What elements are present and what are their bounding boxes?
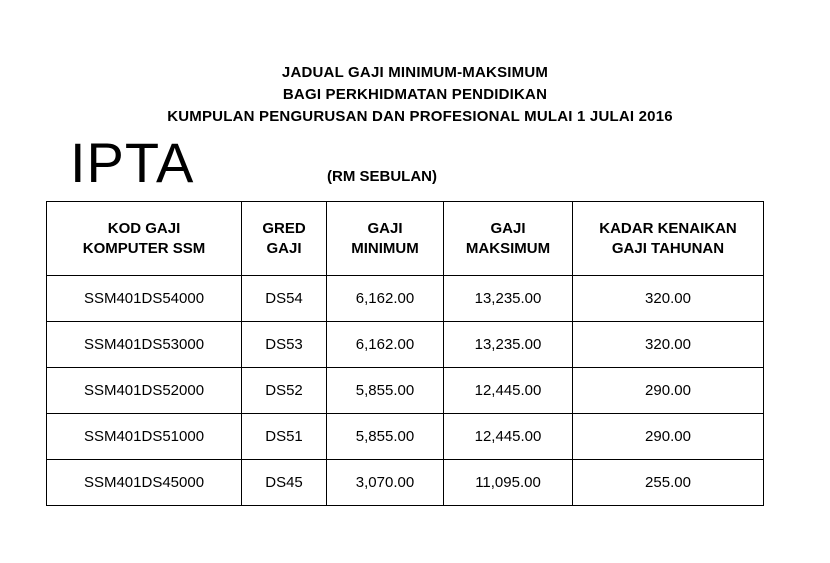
header-gaji-minimum-line2: MINIMUM (351, 239, 419, 257)
cell-gaji-minimum: 5,855.00 (327, 368, 444, 414)
cell-kadar-kenaikan: 290.00 (573, 368, 764, 414)
cell-kod-gaji: SSM401DS54000 (47, 276, 242, 322)
cell-kadar-kenaikan: 320.00 (573, 276, 764, 322)
title-line-2: BAGI PERKHIDMATAN PENDIDIKAN (282, 86, 548, 103)
cell-gaji-maksimum: 13,235.00 (444, 322, 573, 368)
header-gred-gaji-line2: GAJI (266, 239, 302, 257)
cell-kod-gaji: SSM401DS45000 (47, 460, 242, 506)
cell-gaji-maksimum: 12,445.00 (444, 368, 573, 414)
header-gaji-minimum-line1: GAJI (367, 219, 403, 237)
header-kod-gaji-line1: KOD GAJI (107, 219, 181, 237)
cell-kod-gaji: SSM401DS53000 (47, 322, 242, 368)
title-line-3: KUMPULAN PENGURUSAN DAN PROFESIONAL MULAI 1 JULAI 2016 (167, 108, 673, 125)
salary-table (46, 201, 764, 506)
header-gred-gaji-line1: GRED (262, 219, 306, 237)
table-row (47, 368, 764, 414)
cell-gred: DS53 (242, 322, 327, 368)
cell-kod-gaji: SSM401DS52000 (47, 368, 242, 414)
cell-gaji-minimum: 3,070.00 (327, 460, 444, 506)
table-row (47, 460, 764, 506)
cell-gred: DS54 (242, 276, 327, 322)
header-gaji-minimum (327, 202, 444, 276)
header-gaji-maksimum-line2: MAKSIMUM (465, 239, 551, 257)
header-kadar-kenaikan-line1: KADAR KENAIKAN (599, 219, 737, 237)
header-kadar-kenaikan (573, 202, 764, 276)
unit-label: (RM SEBULAN) (327, 168, 437, 185)
cell-gaji-minimum: 6,162.00 (327, 322, 444, 368)
table-row (47, 414, 764, 460)
institution-label: IPTA (70, 131, 195, 194)
header-gaji-maksimum-line1: GAJI (490, 219, 526, 237)
cell-kadar-kenaikan: 320.00 (573, 322, 764, 368)
cell-gaji-maksimum: 11,095.00 (444, 460, 573, 506)
table-row (47, 276, 764, 322)
header-kadar-kenaikan-line2: GAJI TAHUNAN (611, 239, 725, 257)
header-gred-gaji (242, 202, 327, 276)
cell-gred: DS45 (242, 460, 327, 506)
title-line-1: JADUAL GAJI MINIMUM-MAKSIMUM (281, 64, 549, 81)
cell-kod-gaji: SSM401DS51000 (47, 414, 242, 460)
header-kod-gaji-line2: KOMPUTER SSM (82, 239, 206, 257)
cell-gaji-minimum: 6,162.00 (327, 276, 444, 322)
cell-kadar-kenaikan: 290.00 (573, 414, 764, 460)
cell-gaji-maksimum: 12,445.00 (444, 414, 573, 460)
table-row (47, 322, 764, 368)
document-title (0, 62, 830, 128)
header-gaji-maksimum (444, 202, 573, 276)
cell-gred: DS52 (242, 368, 327, 414)
table-header-row (47, 202, 764, 276)
cell-kadar-kenaikan: 255.00 (573, 460, 764, 506)
cell-gred: DS51 (242, 414, 327, 460)
cell-gaji-maksimum: 13,235.00 (444, 276, 573, 322)
cell-gaji-minimum: 5,855.00 (327, 414, 444, 460)
header-kod-gaji (47, 202, 242, 276)
